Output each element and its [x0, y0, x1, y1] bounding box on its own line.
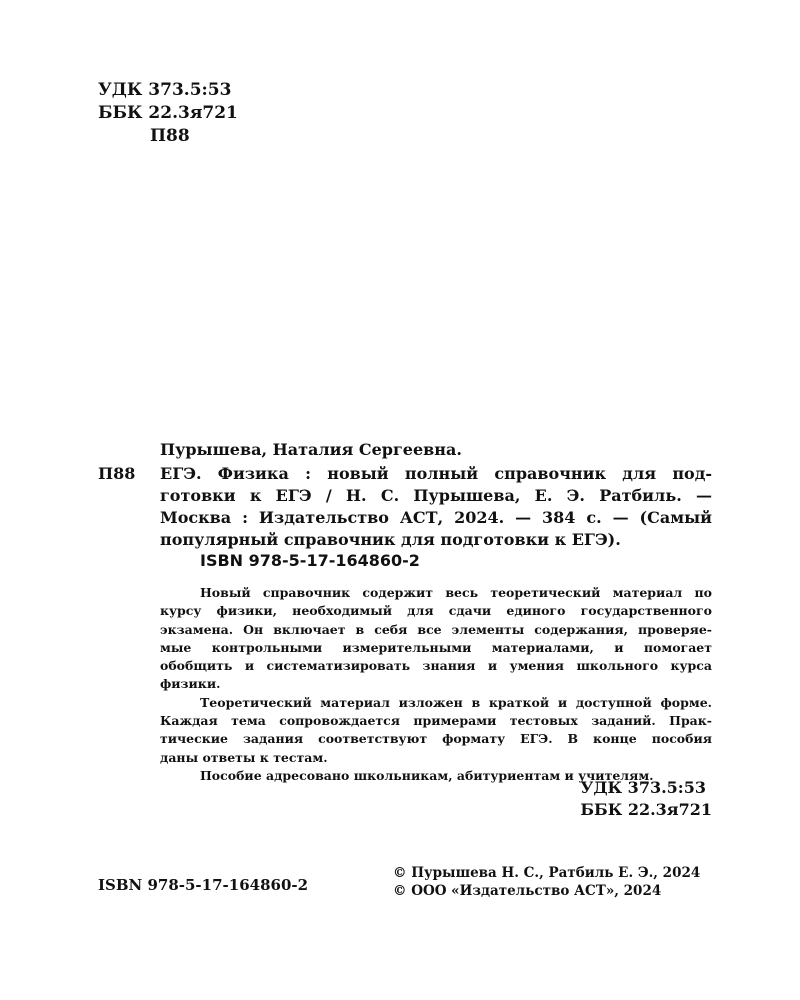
annotation-line: Каждая тема сопровождается примерами тестовых заданий. Прак- — [160, 713, 712, 729]
classification-header — [98, 79, 238, 148]
description-line: готовки к ЕГЭ / Н. С. Пурышева, Е. Э. Ратбиль. — — [160, 486, 712, 505]
annotation-line: Новый справочник содержит весь теоретический материал по — [200, 585, 712, 600]
annotation — [160, 584, 712, 785]
copyright-authors: © Пурышева Н. С., Ратбиль Е. Э., 2024 — [393, 865, 701, 881]
annotation-line: экзамена. Он включает в себя все элементы содержания, проверяе- — [160, 621, 712, 637]
footer-udk: УДК 373.5:53 — [580, 778, 706, 797]
copyright-block — [393, 864, 700, 900]
description-line: ЕГЭ. Физика : новый полный справочник для под- — [160, 464, 712, 483]
annotation-line: курсу физики, необходимый для сдачи единого государственного — [160, 603, 712, 619]
annotation-line: обобщить и систематизировать знания и умения школьного курса — [160, 658, 712, 674]
annotation-line: тические задания соответствуют формату ЕГЭ. В конце пособия — [160, 731, 712, 747]
catalog-author: Пурышева, Наталия Сергеевна. — [160, 440, 462, 459]
author-mark: П88 — [150, 126, 190, 146]
udk-code: УДК 373.5:53 — [98, 80, 232, 100]
footer-codes — [580, 777, 712, 821]
annotation-line: Пособие адресовано школьникам, абитуриентам и учителям. — [200, 767, 654, 783]
description-line: популярный справочник для подготовки к ЕГЭ). — [160, 530, 621, 549]
catalog-description — [160, 463, 712, 551]
bbk-code: ББК 22.3я721 — [98, 103, 238, 123]
copyright-publisher: © ООО «Издательство АСТ», 2024 — [393, 883, 662, 899]
annotation-line: мые контрольными измерительными материалами, и помогает — [160, 639, 712, 655]
footer-bbk: ББК 22.3я721 — [580, 800, 712, 819]
annotation-line: даны ответы к тестам. — [160, 749, 328, 765]
catalog-isbn: ISBN 978-5-17-164860-2 — [200, 551, 420, 570]
bottom-isbn: ISBN 978-5-17-164860-2 — [98, 876, 309, 894]
annotation-line: Теоретический материал изложен в краткой и доступной форме. — [200, 694, 712, 710]
catalog-author-mark: П88 — [98, 464, 136, 483]
description-line: Москва : Издательство АСТ, 2024. — 384 с. — (Самый — [160, 508, 712, 527]
annotation-line: физики. — [160, 676, 221, 692]
